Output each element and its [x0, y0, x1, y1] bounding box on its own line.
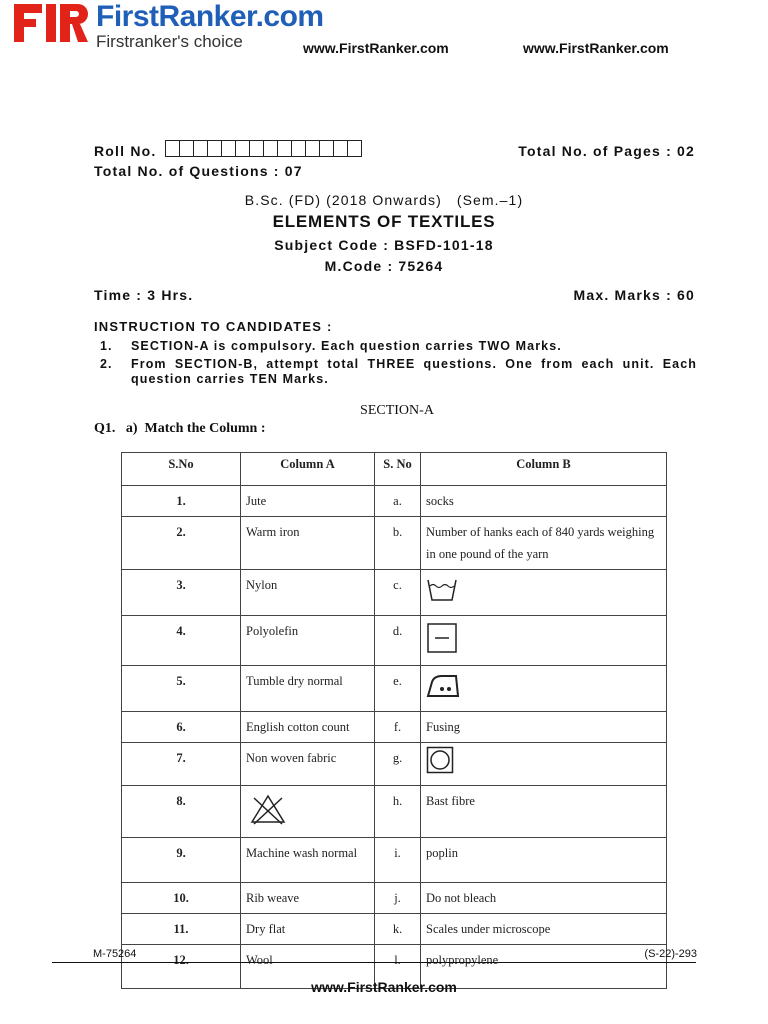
do-not-bleach-icon [246, 792, 290, 833]
table-row: 8. h. Bast fibre [122, 786, 667, 838]
table-row: 4. Polyolefin d. [122, 616, 667, 666]
table-header-row [122, 453, 667, 486]
roll-number-label: Roll No. [94, 143, 157, 159]
fr-logo-icon [12, 2, 88, 44]
table-row: 9. Machine wash normal i. poplin [122, 838, 667, 883]
brand-tagline: Firstranker's choice [96, 32, 243, 51]
footer-serial: (S-22)-293 [644, 948, 697, 960]
subject-code: Subject Code : BSFD-101-18 [274, 237, 494, 253]
header-column-a: Column A [241, 453, 375, 486]
table-row: 6. English cotton count f. Fusing [122, 712, 667, 743]
header-column-b: Column B [421, 453, 667, 486]
table-row: 1. Jute a. socks [122, 486, 667, 517]
tumble-dry-icon [426, 746, 454, 781]
header-url-link-2[interactable]: www.FirstRanker.com [523, 40, 669, 56]
header-sno: S.No [122, 453, 241, 486]
wash-tub-icon [426, 576, 458, 609]
table-row: 3. Nylon c. [122, 570, 667, 616]
footer-code: M-75264 [93, 948, 137, 960]
instruction-item: 1. SECTION-A is compulsory. Each question carries TWO Marks. [100, 339, 562, 353]
paper-title: ELEMENTS OF TEXTILES [272, 212, 496, 231]
exam-time: Time : 3 Hrs. [94, 287, 194, 303]
iron-two-dots-icon [426, 672, 462, 707]
header-sno-b: S. No [375, 453, 421, 486]
footer-url-link[interactable]: www.FirstRanker.com [311, 979, 457, 995]
dry-flat-icon [426, 622, 458, 661]
table-row: 7. Non woven fabric g. [122, 743, 667, 786]
instruction-item: 2. From SECTION-B, attempt total THREE questions. One from each unit. Each question carries TEN Marks. [100, 357, 697, 386]
course-line: B.Sc. (FD) (2018 Onwards) (Sem.–1) [244, 192, 524, 208]
total-pages: Total No. of Pages : 02 [518, 143, 695, 159]
max-marks: Max. Marks : 60 [573, 287, 695, 303]
table-row: 10. Rib weave j. Do not bleach [122, 883, 667, 914]
match-table [121, 452, 667, 989]
total-questions: Total No. of Questions : 07 [94, 163, 303, 179]
table-row: 5. Tumble dry normal e. [122, 666, 667, 712]
table-row: 11. Dry flat k. Scales under microscope [122, 914, 667, 945]
roll-number-boxes [166, 140, 362, 157]
site-logo [12, 0, 324, 51]
roll-number-row [94, 143, 362, 159]
brand-name: FirstRanker.com [96, 0, 324, 33]
footer-divider [52, 962, 696, 963]
table-row: 2. Warm iron b. Number of hanks each of 840 yards weighing in one pound of the yarn [122, 517, 667, 570]
section-heading: SECTION-A [360, 403, 434, 418]
instructions-heading: INSTRUCTION TO CANDIDATES : [94, 319, 333, 334]
m-code: M.Code : 75264 [324, 258, 444, 274]
table-row: 12. Wool l. polypropylene [122, 945, 667, 989]
question-label: Q1. a) Match the Column : [94, 421, 266, 436]
header-url-link[interactable]: www.FirstRanker.com [303, 40, 449, 56]
